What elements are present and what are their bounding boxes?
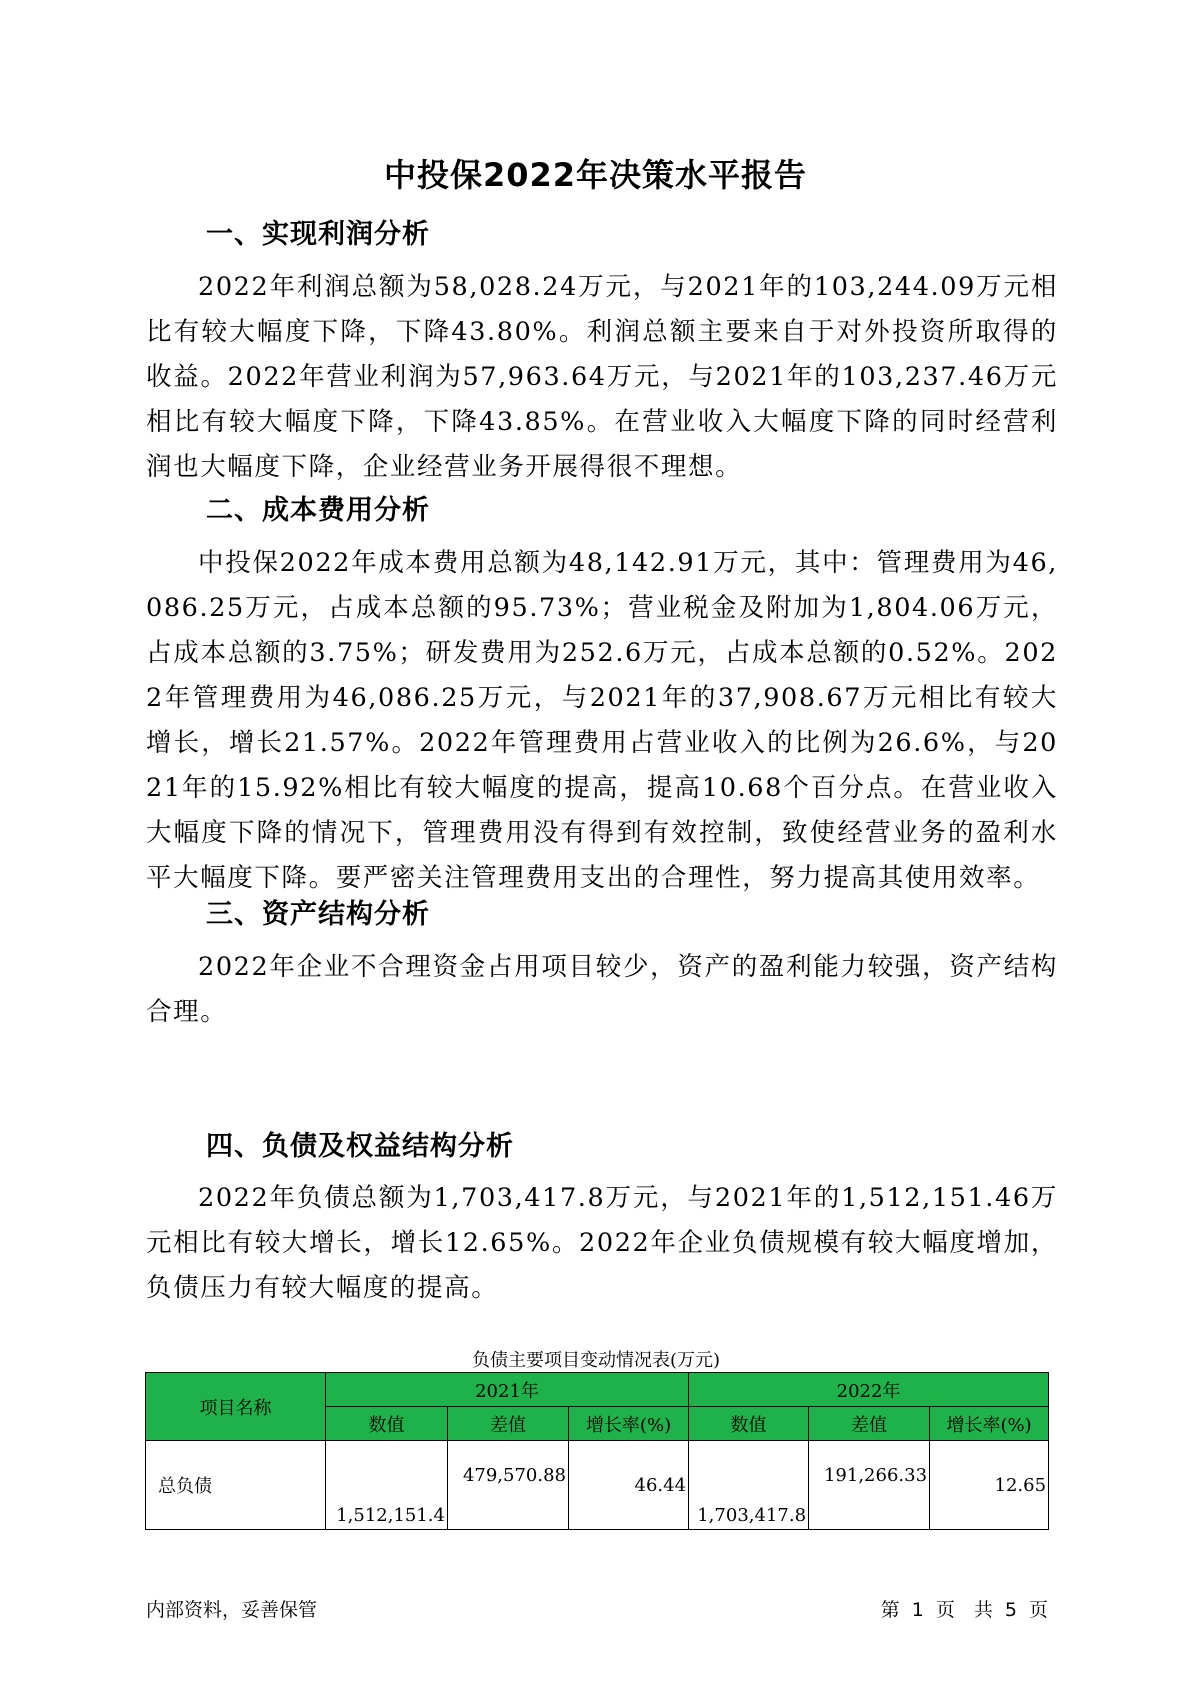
section-heading-profit: 一、实现利润分析 — [206, 219, 430, 250]
table-header-row-years — [146, 1373, 1049, 1407]
section-paragraph-cost: 中投保2022年成本费用总额为48,142.91万元，其中：管理费用为46,086.25万元，占成本总额的95.73%；营业税金及附加为1,804.06万元，占成本总额的3.75%；研发费用为252.6万元，占成本总额的0.52%。2022年管理费用为46,086.25万元，与2021年的37,908.67万元相比有较大增长，增长21.57%。2022年管理费用占营业收入的比例为26.6%，与2021年的15.92%相比有较大幅度的提高，提高10.68个百分点。在营业收入大幅度下降的情况下，管理费用没有得到有效控制，致使经营业务的盈利水平大幅度下降。要严密关注管理费用支出的合理性，努力提高其使用效率。 — [146, 548, 1058, 893]
diff-2021: 479,570.88 — [448, 1441, 569, 1530]
section-heading-assets: 三、资产结构分析 — [206, 899, 430, 930]
header-value-2022: 数值 — [689, 1407, 809, 1441]
header-year-2021: 2021年 — [326, 1373, 689, 1407]
diff-2022: 191,266.33 — [809, 1441, 930, 1530]
header-item-name: 项目名称 — [146, 1373, 326, 1441]
value-2022: 1,703,417.8 — [689, 1441, 809, 1530]
header-diff-2021: 差值 — [448, 1407, 569, 1441]
section-paragraph-assets: 2022年企业不合理资金占用项目较少，资产的盈利能力较强，资产结构合理。 — [146, 952, 1058, 1027]
liabilities-table — [145, 1372, 1049, 1530]
row-name: 总负债 — [146, 1441, 326, 1530]
header-rate-2022: 增长率(%) — [930, 1407, 1049, 1441]
section-heading-liabilities: 四、负债及权益结构分析 — [206, 1131, 514, 1162]
header-diff-2022: 差值 — [809, 1407, 930, 1441]
footer-confidential-note: 内部资料，妥善保管 — [146, 1599, 318, 1621]
table-caption: 负债主要项目变动情况表(万元) — [471, 1350, 721, 1371]
header-rate-2021: 增长率(%) — [569, 1407, 689, 1441]
footer-page-number: 第 1 页 共 5 页 — [880, 1599, 1048, 1621]
section-paragraph-profit: 2022年利润总额为58,028.24万元，与2021年的103,244.09万元相比有较大幅度下降，下降43.80%。利润总额主要来自于对外投资所取得的收益。2022年营业利润为57,963.64万元，与2021年的103,237.46万元相比有较大幅度下降，下降43.85%。在营业收入大幅度下降的同时经营利润也大幅度下降，企业经营业务开展得很不理想。 — [146, 272, 1058, 482]
header-value-2021: 数值 — [326, 1407, 448, 1441]
section-paragraph-liabilities: 2022年负债总额为1,703,417.8万元，与2021年的1,512,151.46万元相比有较大增长，增长12.65%。2022年企业负债规模有较大幅度增加，负债压力有较大幅度的提高。 — [146, 1183, 1058, 1303]
table-row — [146, 1441, 1049, 1530]
rate-2021: 46.44 — [569, 1441, 689, 1530]
section-heading-cost: 二、成本费用分析 — [206, 495, 430, 526]
header-year-2022: 2022年 — [689, 1373, 1049, 1407]
value-2021: 1,512,151.4 — [326, 1441, 448, 1530]
document-title: 中投保2022年决策水平报告 — [383, 156, 808, 194]
rate-2022: 12.65 — [930, 1441, 1049, 1530]
